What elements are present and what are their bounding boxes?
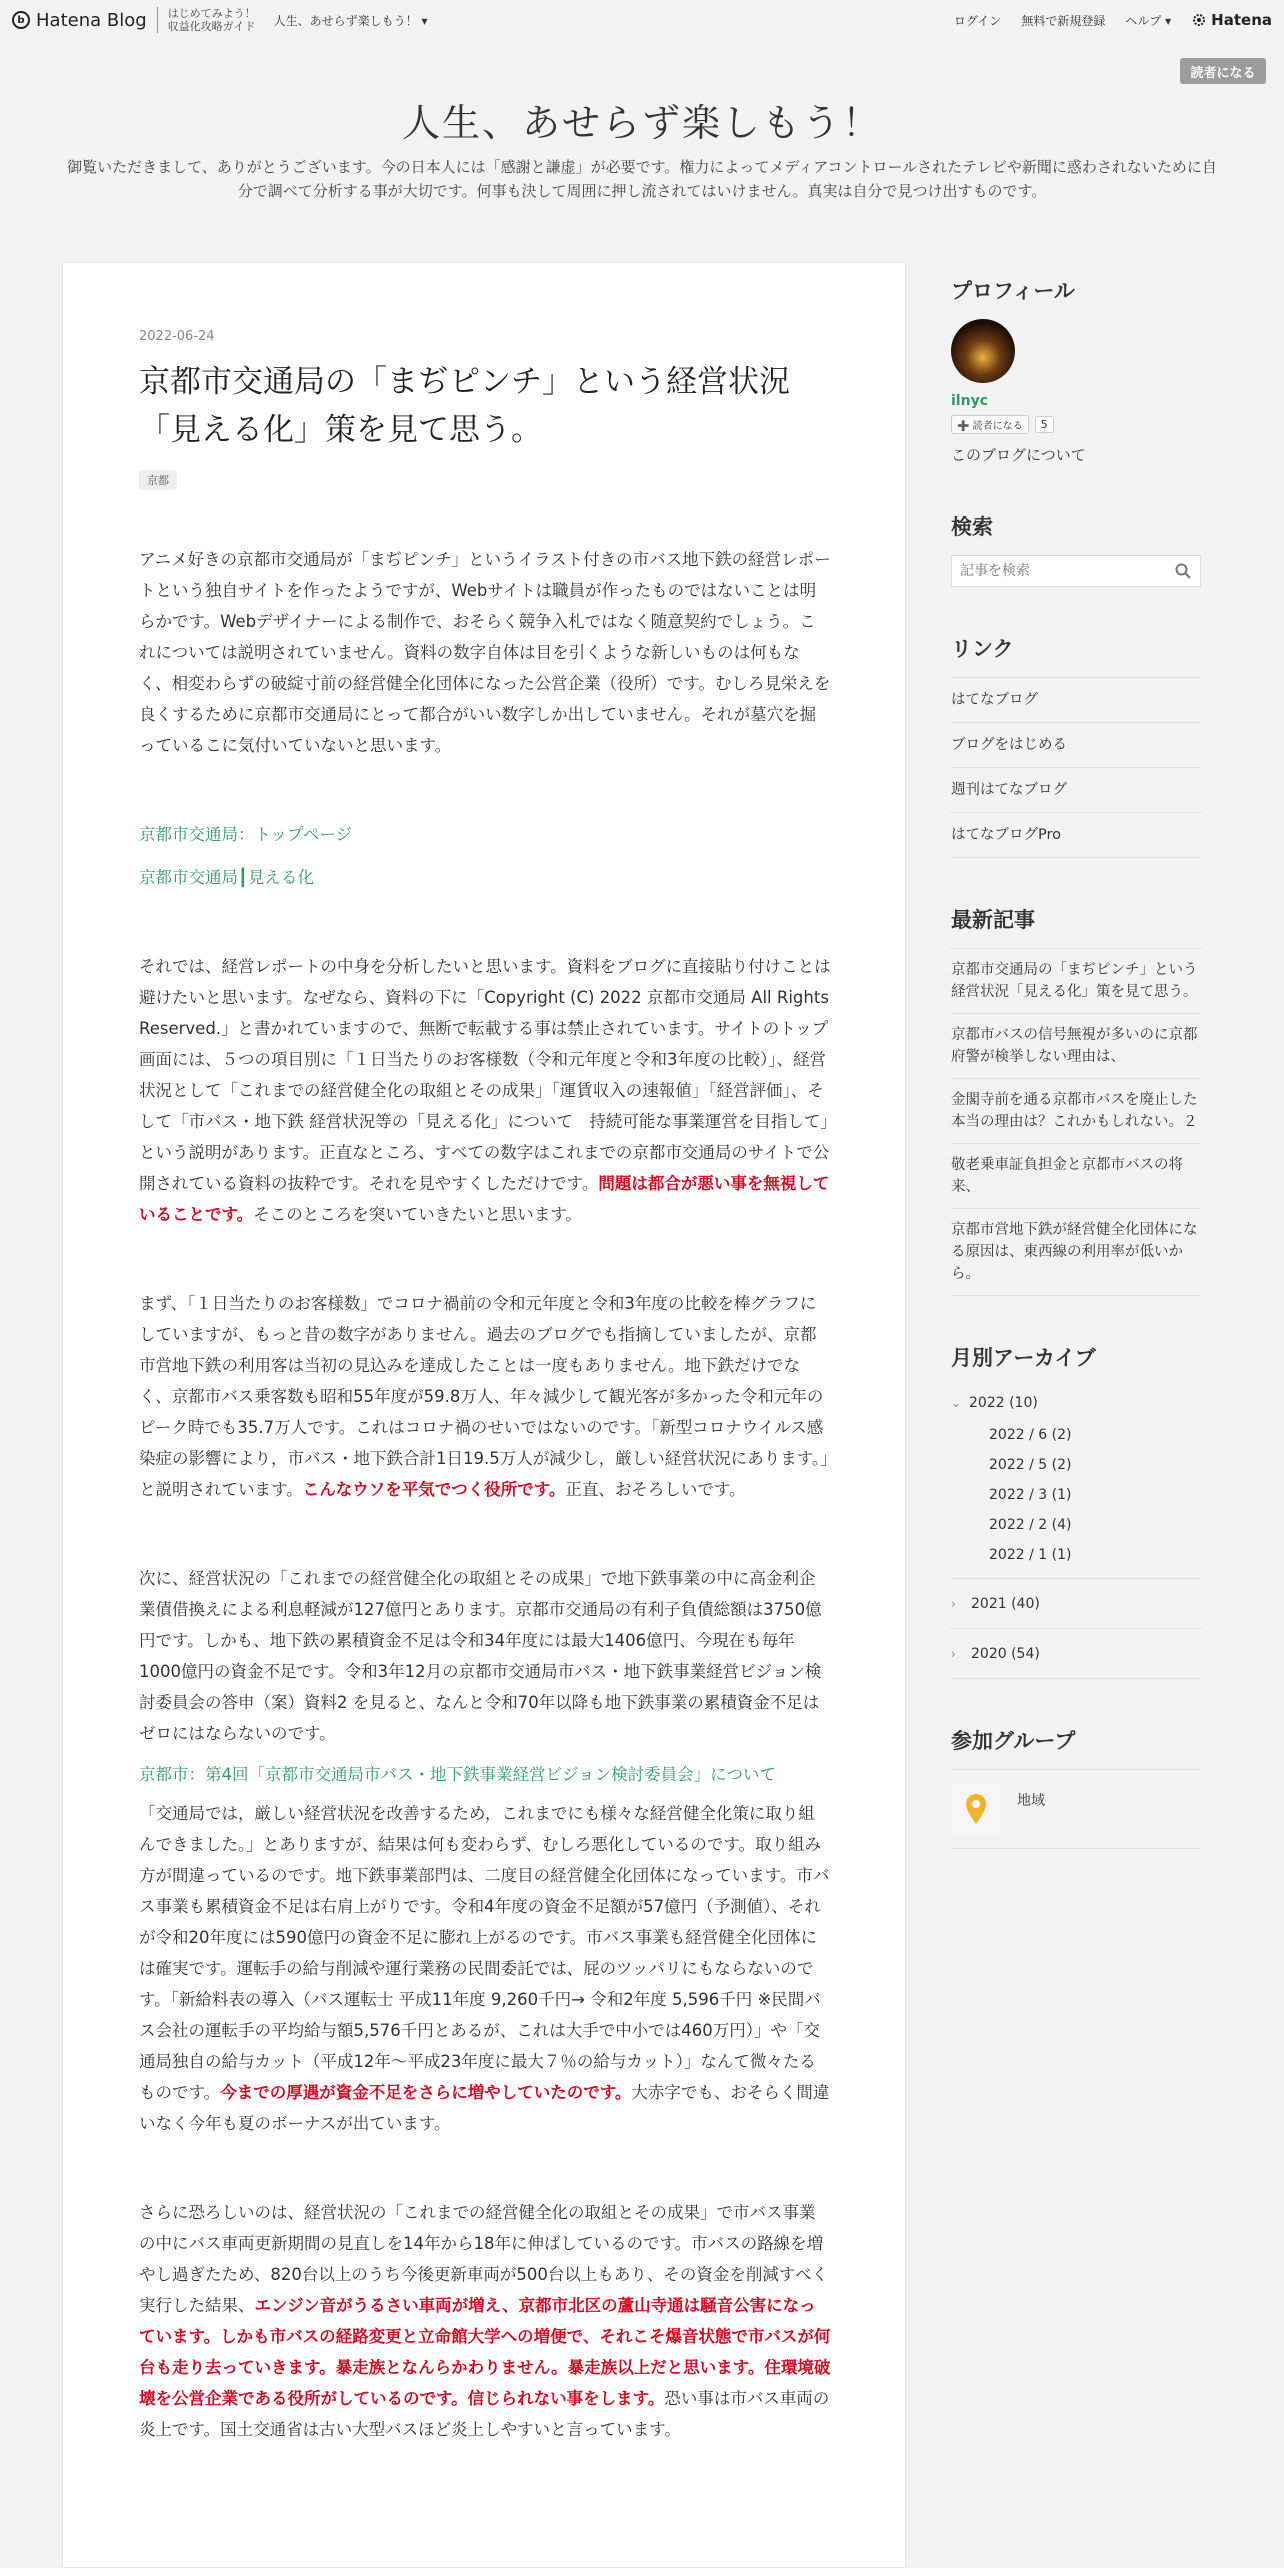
archive-year-label: 2020 (54) bbox=[971, 1645, 1040, 1662]
link-item[interactable]: ブログをはじめる bbox=[951, 723, 1201, 768]
recent-entry[interactable]: 京都市交通局の「まぢピンチ」という経営状況「見える化」策を見て思う。 bbox=[951, 949, 1201, 1014]
archive-year-2021[interactable] bbox=[951, 1579, 1201, 1629]
entry-title[interactable]: 京都市交通局の「まぢピンチ」という経営状況「見える化」策を見て思う。 bbox=[139, 364, 790, 448]
entry-category[interactable]: 京都 bbox=[139, 470, 177, 490]
kotsu-mieruka-link[interactable]: 京都市交通局┃見える化 bbox=[139, 868, 314, 887]
archive-module bbox=[951, 1342, 1201, 1679]
paragraph-1: アニメ好きの京都市交通局が「まぢピンチ」というイラスト付きの市バス地下鉄の経営レポートという独自サイトを作ったようですが、Webサイトは職員が作ったものではないことは明らかです。Webデザイナーによる制作で、おそらく競争入札ではなく随意契約でしょう。これについては説明されていません。資料の数字自体は目を引くような新しいものは何もなく、相変わらずの破綻寸前の経営健全化団体になった公営企業（役所）です。むしろ見栄えを良くするために京都市交通局にとって都合がいい数字しか出していません。それが墓穴を掘っているこに気付いていないと思います。 bbox=[139, 550, 831, 755]
search-heading: 検索 bbox=[951, 515, 993, 539]
paragraph-3-text-b: 正直、おそろしいです。 bbox=[565, 1480, 746, 1499]
entry bbox=[139, 329, 831, 2503]
search-box bbox=[951, 555, 1201, 587]
profile-module bbox=[951, 275, 1201, 465]
search-icon[interactable] bbox=[1174, 562, 1192, 580]
recent-entry[interactable]: 敬老乗車証負担金と京都市バスの将来、 bbox=[951, 1144, 1201, 1209]
paragraph-6-emphasis: エンジン音がうるさい車両が増え、京都市北区の蘆山寺通は騒音公害になっています。しかも市バスの経路変更と立命館大学への増便で、それこそ爆音状態で市バスが何台も走り去っていきます。暴走族となんらかわりません。暴走族以上だと思います。住環境破壊を公営企業である役所がしているのです。信じられない事をします。 bbox=[139, 2296, 831, 2408]
recent-entry[interactable]: 京都市営地下鉄が経営健全化団体になる原因は、東西線の利用率が低いから。 bbox=[951, 1209, 1201, 1296]
chevron-right-icon: › bbox=[951, 1596, 956, 1611]
search-input[interactable] bbox=[960, 563, 1174, 579]
archive-year-2022[interactable] bbox=[951, 1386, 1201, 1420]
chevron-down-icon: ⌄ bbox=[951, 1396, 962, 1410]
vision-committee-link[interactable]: 京都市：第4回「京都市交通局市バス・地下鉄事業経営ビジョン検討委員会」について bbox=[139, 1765, 776, 1784]
hatena-blog-logo[interactable] bbox=[12, 10, 147, 31]
signup-link[interactable]: 無料で新規登録 bbox=[1021, 13, 1106, 28]
follower-count[interactable]: 5 bbox=[1035, 416, 1054, 433]
profile-name[interactable]: ilnyc bbox=[951, 393, 988, 409]
paragraph-6 bbox=[139, 2197, 831, 2445]
archive-month[interactable]: 2022 / 2 (4) bbox=[989, 1517, 1072, 1533]
links-module bbox=[951, 633, 1201, 858]
archive-year-label: 2022 (10) bbox=[969, 1395, 1038, 1411]
paragraph-5-emphasis: 今までの厚遇が資金不足をさらに増やしていたのです。 bbox=[220, 2083, 632, 2102]
hatena-menu[interactable] bbox=[1191, 11, 1272, 29]
avatar[interactable] bbox=[951, 319, 1015, 383]
link-item[interactable]: 週刊はてなブログ bbox=[951, 768, 1201, 813]
recent-entry[interactable]: 京都市バスの信号無視が多いのに京都府警が検挙しない理由は、 bbox=[951, 1014, 1201, 1079]
archive-months bbox=[951, 1420, 1201, 1579]
link-block bbox=[139, 819, 831, 893]
archive-list bbox=[951, 1386, 1201, 1679]
archive-month[interactable]: 2022 / 3 (1) bbox=[989, 1487, 1072, 1503]
paragraph-5-text-b: 大赤字でも、おそらく間違いなく今年も夏のボーナスが出ています。 bbox=[139, 2083, 830, 2133]
paragraph-2-text-b: そこのところを突いていきたいと思います。 bbox=[253, 1205, 582, 1224]
entry-date[interactable]: 2022-06-24 bbox=[139, 329, 215, 344]
paragraph-2 bbox=[139, 951, 831, 1230]
guide-line2: 収益化攻略ガイド bbox=[167, 20, 256, 33]
hatena-label: Hatena bbox=[1211, 11, 1272, 29]
archive-month[interactable]: 2022 / 5 (2) bbox=[989, 1457, 1072, 1473]
follow-row bbox=[951, 415, 1201, 434]
about-blog-link[interactable]: このブログについて bbox=[951, 446, 1086, 464]
subscribe-button[interactable]: 読者になる bbox=[1180, 58, 1266, 84]
archive-year-label: 2021 (40) bbox=[971, 1595, 1040, 1612]
monetize-guide-link[interactable] bbox=[168, 7, 256, 33]
groups-heading: 参加グループ bbox=[951, 1729, 1076, 1753]
archive-heading: 月別アーカイブ bbox=[951, 1346, 1096, 1370]
paragraph-3-text-a: まず、「１日当たりのお客様数」でコロナ禍前の令和元年度と令和3年度の比較を棒グラフにしていますが、もっと昔の数字がありません。過去のブログでも指摘していましたが、京都市営地下鉄の利用客は当初の見込みを達成したことは一度もありません。地下鉄だけでなく、京都市バス乗客数も昭和55年度が59.8万人、年々減少して観光客が多かった令和元年のピーク時でも35.7万人です。これはコロナ禍のせいではないのです。「新型コロナウイルス感染症の影響により，市バス・地下鉄合計1日19.5万人が減少し，厳しい経営状況にあります。」と説明されています。 bbox=[139, 1294, 829, 1499]
search-module bbox=[951, 511, 1201, 587]
help-dropdown[interactable]: ヘルプ ▾ bbox=[1125, 13, 1172, 28]
links-list bbox=[951, 677, 1201, 858]
entry-body bbox=[139, 544, 831, 2445]
group-name: 地域 bbox=[1017, 1793, 1045, 1809]
hatena-gear-icon bbox=[1191, 12, 1207, 28]
guide-line1: はじめてみよう！ bbox=[167, 7, 256, 20]
recent-list bbox=[951, 948, 1201, 1296]
profile-heading: プロフィール bbox=[951, 279, 1075, 303]
blog-title[interactable]: 人生、あせらず楽しもう！ bbox=[401, 101, 882, 145]
global-header bbox=[0, 0, 1284, 40]
recent-entries-module bbox=[951, 904, 1201, 1296]
map-pin-icon bbox=[951, 1784, 1001, 1834]
login-link[interactable]: ログイン bbox=[953, 13, 1002, 28]
chevron-right-icon: › bbox=[951, 1646, 956, 1661]
blog-menu-dropdown[interactable]: 人生、あせらず楽しもう！ ▾ bbox=[273, 13, 428, 28]
paragraph-6-text-a: さらに恐ろしいのは、経営状況の「これまでの経営健全化の取組とその成果」で市バス事業の中にバス車両更新期間の見直しを14年から18年に伸ばしているのです。市バスの路線を増やし過ぎたため、820台以上のうち今後更新車両が500台以上もあり、その資金を削減すべく実行した結果、 bbox=[139, 2203, 828, 2315]
paragraph-6-text-b: 恐い事は市バス車両の炎上です。国土交通省は古い大型バスほど炎上しやすいと言っています。 bbox=[139, 2389, 830, 2439]
hatena-blog-brand: Hatena Blog bbox=[36, 9, 147, 31]
paragraph-3-emphasis: こんなウソを平気でつく役所です。 bbox=[302, 1480, 566, 1499]
header-divider bbox=[157, 7, 158, 33]
archive-month[interactable]: 2022 / 6 (2) bbox=[989, 1427, 1072, 1443]
paragraph-5 bbox=[139, 1798, 831, 2139]
archive-year-2020[interactable] bbox=[951, 1629, 1201, 1679]
link-item[interactable]: はてなブログ bbox=[951, 678, 1201, 723]
link-item[interactable]: はてなブログPro bbox=[951, 813, 1201, 858]
paragraph-5-text-a: 「交通局では，厳しい経営状況を改善するため，これまでにも様々な経営健全化策に取り組んできました。」とありますが、結果は何も変わらず、むしろ悪化しているのです。取り組み方が間違っているのです。地下鉄事業部門は、二度目の経営健全化団体になっています。市バス事業も累積資金不足は右肩上がりです。令和4年度の資金不足額が57億円（予測値）、それが令和20年度には590億円の資金不足に膨れ上がるのです。市バス事業も経営健全化団体には確実です。運転手の給与削減や運行業務の民間委託では、屁のツッパリにもならないのです。「新給料表の導入（バス運転士 平成11年度 9,260千円→ 令和2年度 5,596千円 ※民間バス会社の運転手の平均給与額5,576千円とあるが、これは大手で中小では460万円）」や「交通局独自の給与カット（平成12年～平成23年度に最大７％の給与カット）」なんて微々たるものです。 bbox=[139, 1804, 830, 2102]
kotsu-top-link[interactable]: 京都市交通局：トップページ bbox=[139, 825, 353, 844]
recent-heading: 最新記事 bbox=[951, 908, 1035, 932]
paragraph-2-emphasis: 問題は都合が悪い事を無視していることです。 bbox=[139, 1174, 830, 1224]
group-item[interactable] bbox=[951, 1769, 1201, 1849]
top-right-nav bbox=[954, 11, 1272, 29]
links-heading: リンク bbox=[951, 637, 1014, 661]
main-column bbox=[62, 262, 906, 2568]
archive-month[interactable]: 2022 / 1 (1) bbox=[989, 1547, 1072, 1563]
recent-entry[interactable]: 金閣寺前を通る京都市バスを廃止した本当の理由は？これかもしれない。２ bbox=[951, 1079, 1201, 1144]
hatena-blog-logo-icon: b bbox=[12, 11, 30, 29]
paragraph-3 bbox=[139, 1288, 831, 1505]
sidebar bbox=[951, 275, 1201, 1895]
follow-button[interactable]: ➕ 読者になる bbox=[951, 415, 1029, 434]
groups-module bbox=[951, 1725, 1201, 1849]
paragraph-4: 次に、経営状況の「これまでの経営健全化の取組とその成果」で地下鉄事業の中に高金利企業債借換えによる利息軽減が127億円とあります。京都市交通局の有利子負債総額は3750億円です。しかも、地下鉄の累積資金不足は令和34年度には最大1406億円、今現在も毎年1000億円の資金不足です。令和3年12月の京都市交通局市バス・地下鉄事業経営ビジョン検討委員会の答申（案）資料2 を見ると、なんと令和70年以降も地下鉄事業の累積資金不足はゼロにはならないのです。 bbox=[139, 1569, 822, 1743]
paragraph-2-text-a: それでは、経営レポートの中身を分析したいと思います。資料をブログに直接貼り付けことは避けたいと思います。なぜなら、資料の下に「Copyright (C) 2022 京都市交通局 All Rights Reserved.」と書かれていますので、無断で転載する事は禁止されています。サイトのトップ画面には、５つの項目別に「１日当たりのお客様数（令和元年度と令和3年度の比較）」、経営状況として「これまでの経営健全化の取組とその成果」「運賃収入の速報値」「経営評価」、そして「市バス・地下鉄 経営状況等の「見える化」について 持続可能な事業運営を目指して」という説明があります。正直なところ、すべての数字はこれまでの京都市交通局のサイトで公開されている資料の抜粋です。それを見やすくしただけです。 bbox=[139, 957, 831, 1193]
blog-description: 御覧いただきまして、ありがとうございます。今の日本人には「感謝と謙虚」が必要です。権力によってメディアコントロールされたテレビや新聞に惑わされないために自分で調べて分析する事が大切です。何事も決して周囲に押し流されてはいけません。真実は自分で見つけ出すものです。 bbox=[67, 158, 1217, 200]
